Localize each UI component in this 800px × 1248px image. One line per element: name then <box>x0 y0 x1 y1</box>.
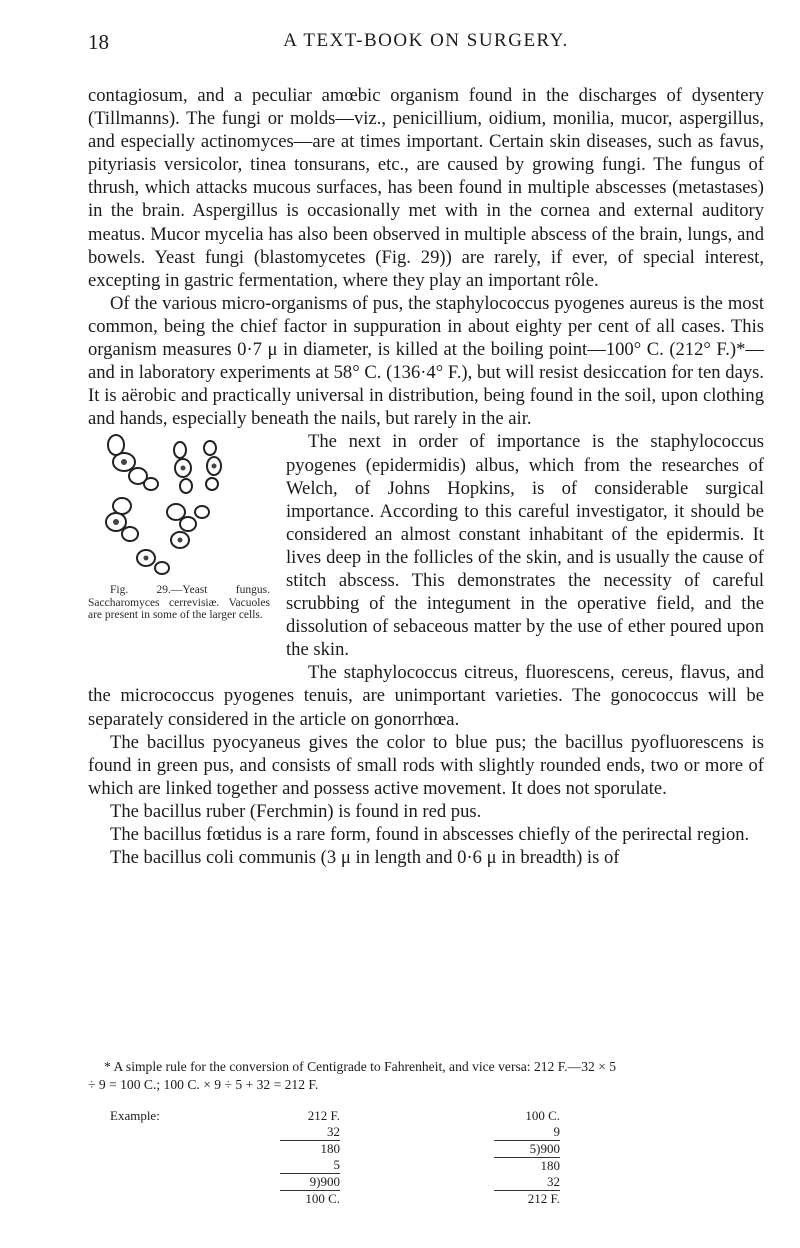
page-header <box>88 30 764 58</box>
conversion-example <box>110 1108 670 1218</box>
running-title: A TEXT-BOOK ON SURGERY. <box>283 30 569 51</box>
calc-result: 212 F. <box>494 1190 560 1207</box>
calc-line: 180 <box>494 1157 560 1174</box>
paragraph-2: Of the various micro-organisms of pus, the staphylococcus pyogenes aureus is the most common, being the chief factor in suppuration in about eighty per cent of all cases. This organism measures 0·7 μ in diameter, is killed at the boiling point—100° C. (212° F.)*—and in laboratory experiments at 58° C. (136·4° F.), but will resist desiccation for ten days. It is aërobic and practically universal in distribution, being found in the soil, upon clothing and hands, especially beneath the nails, but rarely in the air. <box>88 292 764 430</box>
page-number: 18 <box>88 30 109 54</box>
paragraph-4: The staphylococcus citreus, fluorescens, cereus, flavus, and the micrococcus pyogenes tenuis, are unimportant varieties. The gonococcus will be separately considered in the article on gonorrhœa. <box>88 662 764 730</box>
calc-line: 5)900 <box>494 1140 560 1157</box>
calc-line: 32 <box>547 1174 560 1189</box>
paragraph-3 <box>88 430 764 661</box>
calc-result: 100 C. <box>280 1190 340 1207</box>
paragraph-6: The bacillus ruber (Ferchmin) is found in red pus. <box>110 800 482 822</box>
figure-caption: Fig. 29.—Yeast fungus. Saccharomyces cerrevisiæ. Vacuoles are present in some of the larger cells. <box>88 584 270 621</box>
paragraph-8: The bacillus coli communis (3 μ in length and 0·6 μ in breadth) is of <box>110 847 620 869</box>
example-label: Example: <box>110 1108 160 1123</box>
calc-line: 9 <box>553 1124 560 1139</box>
footnote-line-1: * A simple rule for the conversion of Centigrade to Fahrenheit, and vice versa: 212 F.—32 × 5 <box>104 1059 617 1074</box>
centigrade-to-fahrenheit-calc <box>494 1108 560 1207</box>
calc-line: 212 F. <box>307 1108 340 1123</box>
paragraph-7: The bacillus fœtidus is a rare form, found in abscesses chiefly of the perirectal region. <box>110 824 750 845</box>
footnote-line-2: ÷ 9 = 100 C.; 100 C. × 9 ÷ 5 + 32 = 212 F. <box>88 1077 319 1092</box>
body-text <box>88 84 764 869</box>
calc-line: 100 C. <box>525 1108 560 1123</box>
yeast-fungus-illustration <box>88 430 274 580</box>
calc-line: 32 <box>327 1124 340 1139</box>
figure-29 <box>88 430 274 674</box>
fahrenheit-to-centigrade-calc <box>280 1108 340 1207</box>
calc-line: 9)900 <box>280 1173 340 1190</box>
footnote <box>88 1058 764 1094</box>
paragraph-5: The bacillus pyocyaneus gives the color to blue pus; the bacillus pyofluorescens is found in green pus, and consists of small rods with slightly rounded ends, two or more of which are linked together and possess active movement. It does not sporulate. <box>88 731 764 799</box>
calc-line: 5 <box>333 1157 340 1172</box>
paragraph-1: contagiosum, and a peculiar amœbic organism found in the discharges of dysentery (Tillmanns). The fungi or molds—viz., penicillium, oidium, monilia, mucor, aspergillus, and especially actinomyces—are at times important. Certain skin diseases, such as favus, pityriasis versicolor, tinea tonsurans, etc., are caused by growing fungi. The fungus of thrush, which attacks mucous surfaces, has been found in multiple abscesses (metastases) in the brain. Aspergillus is occasionally met with in the cornea and external auditory meatus. Mucor mycelia has also been observed in multiple abscess of the brain, lungs, and bowels. Yeast fungi (blastomycetes (Fig. 29)) are rarely, if ever, of special interest, excepting in gastric fermentation, where they play an important rôle. <box>88 85 764 291</box>
calc-line: 180 <box>280 1140 340 1157</box>
paragraph-3-text: The next in order of importance is the staphylococcus pyogenes (epidermidis) albus, which from the researches of Welch, of Johns Hopkins, is of considerable surgical importance. According to this careful investigator, it should be considered an almost constant inhabitant of the epidermis. It lives deep in the follicles of the skin, and is usually the cause of stitch abscess. This demonstrates the necessity of careful scrubbing of the integument in the operative field, and the dissolution of sebaceous matter by the use of ether poured upon the skin. <box>286 431 764 661</box>
